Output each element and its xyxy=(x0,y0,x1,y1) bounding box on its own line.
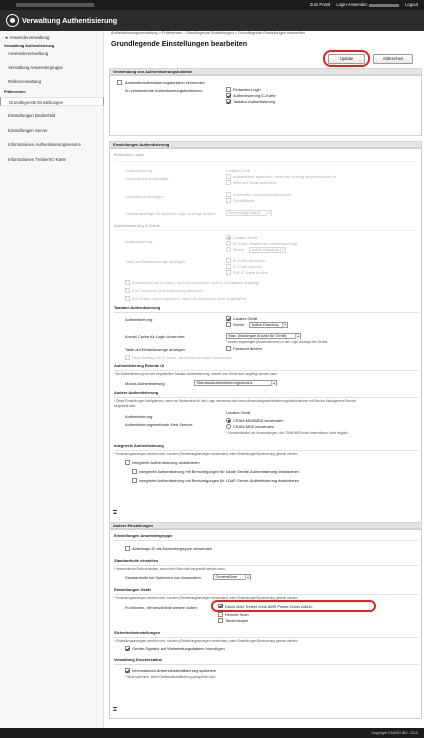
kb-local-checkbox[interactable] xyxy=(226,316,231,321)
divider xyxy=(114,312,418,313)
user-icon-label: Anwendersymbolanzeige: xyxy=(125,176,170,181)
store-user-id-checkbox[interactable] xyxy=(125,668,130,673)
ic-option-label-2: Erst Sicherheit-Authentisierung aktivieren xyxy=(132,288,204,293)
ic-registered-radio[interactable] xyxy=(226,241,231,246)
back-to-top-icon[interactable] xyxy=(112,510,117,515)
show-button-label: Schaltfläche anzeigen: xyxy=(125,194,165,199)
remote-scan-checkbox[interactable] xyxy=(218,612,223,617)
divider xyxy=(114,637,418,638)
divider xyxy=(114,161,418,162)
section-auth-settings xyxy=(109,148,422,534)
logout-link[interactable]: Logout xyxy=(405,2,418,8)
remote-ui-mode-value: Standardauthentisierungsmodus xyxy=(196,380,253,385)
device-settings-note: * Einstellungsanzeigen werden nicht, sondern (Einstellungsanzeigen verwenden) unter Einstellungen/Speicherung gesetzt werden. xyxy=(114,596,299,600)
divider xyxy=(114,594,418,595)
ic-buttons-label: Taste auf Einstellanzeige anzeigen: xyxy=(125,259,186,264)
sidebar-item-driver-ic-info[interactable]: Informationen Treiber/IC-Karte xyxy=(8,157,67,162)
cancel-button[interactable]: Abbrechen xyxy=(373,54,413,64)
ic-store-label: IC-Karte speichern xyxy=(233,258,266,263)
chevron-down-icon xyxy=(280,248,285,253)
integrated-local-checkbox[interactable] xyxy=(132,469,137,474)
dept-id-group-checkbox[interactable] xyxy=(125,546,130,551)
ic-option-checkbox-1[interactable] xyxy=(125,280,130,285)
divider xyxy=(114,397,418,398)
cram-md5-md5-label: CRAM-MD5/MD5 verwenden xyxy=(233,418,284,423)
divider xyxy=(114,540,418,541)
other-auth-heading: Andere Authentisierung xyxy=(114,390,159,395)
divider xyxy=(114,450,418,451)
cram-md5-md5-radio[interactable] xyxy=(226,418,231,423)
default-role-select[interactable] xyxy=(213,574,251,580)
ic-option-label-1: Authentisierung IC-Karte, auch ein Anwender nicht in Geräteliste angelegt xyxy=(132,280,260,285)
ic-store-checkbox[interactable] xyxy=(226,258,231,263)
device-signature-label: Geräte-Signatur auf Weiterleitungsdateien hinzufügen xyxy=(132,646,225,651)
user-icon-option-1: Authentisiert speichern, wenn der Auftrag abgeschlossen ist xyxy=(233,174,337,179)
portal-link[interactable]: Zum Portal xyxy=(309,2,331,8)
kb-ic-username-label: Nach Auftrag mit IC-Karte, als Anwendername verwenden xyxy=(132,355,232,360)
kb-buttons-label: Taste auf Einstellanzeige anzeigen: xyxy=(125,347,186,352)
app-title-bar xyxy=(0,10,424,31)
keyboard-auth-label: Tastatur-Authentisierung xyxy=(233,99,276,104)
printer-status-heading: Verwaltung Druckerstatus xyxy=(114,657,162,662)
user-icon-option-2: Wert auf Gerät speichern xyxy=(233,180,277,185)
ic-server-label: Server xyxy=(233,247,245,252)
divider xyxy=(114,230,418,231)
ic-card-heading: Authentisierung IC-Karte xyxy=(114,223,161,228)
use-user-auth-checkbox[interactable] xyxy=(117,80,122,85)
sidebar-item-roles[interactable]: Rollenverwaltung xyxy=(8,79,41,84)
ic-delete-label: IC-Karte löschen xyxy=(233,264,262,269)
restricted-functions-label: Funktionen, die beschränkt werden sollen: xyxy=(125,605,198,610)
integrated-disable-checkbox[interactable] xyxy=(125,460,130,465)
chevron-down-icon xyxy=(282,323,287,328)
other-auth-note-2: eingestellt sind. xyxy=(114,404,136,408)
driver-print-label: Druck über Treiber ohne AMS Printer Driver Add-in xyxy=(225,603,313,609)
default-role-note: * Verwendende Rolle einstellen, wenn eine Rolle nicht eingestellt werden kann. xyxy=(114,567,226,571)
ic-local-label: Lokales Gerät xyxy=(233,235,258,240)
top-links xyxy=(310,2,418,7)
kb-server-select[interactable] xyxy=(249,322,288,328)
remote-ui-mode-label: Modus Authentisierung: xyxy=(125,381,166,386)
simple-login-heading: Einfaches Login xyxy=(114,152,145,157)
show-button-option-1: Anwender mit Administratorrechte xyxy=(233,192,292,197)
chevron-down-icon xyxy=(266,211,271,216)
sidebar-section-prefs: Präferenzen xyxy=(4,90,26,94)
sidebar-item-basic-settings[interactable]: Grundlegende Einstellungen xyxy=(0,97,104,106)
app-title: Verwaltung Authentisierung xyxy=(22,16,118,25)
kb-change-password-checkbox[interactable] xyxy=(226,346,231,351)
ic-auth-label: Authentisierung: xyxy=(125,239,154,244)
default-role-label: Standardrolle bei Speichern von Anwendern: xyxy=(125,575,202,580)
ic-delete-checkbox[interactable] xyxy=(226,264,231,269)
kb-server-label: Server xyxy=(233,322,245,327)
device-signature-checkbox[interactable] xyxy=(125,646,130,651)
chevron-down-icon xyxy=(245,575,250,580)
sidebar-back-label: Anwenderverwaltung xyxy=(9,35,50,40)
simple-auth-value: Lokales Gerät xyxy=(226,168,251,173)
other-auth-label: Authentisierung: xyxy=(125,414,154,419)
ic-option-checkbox-2[interactable] xyxy=(125,288,130,293)
sidebar-section-auth: Verwaltung Authentisierung xyxy=(4,44,55,48)
default-role-value: GeneralUser xyxy=(215,574,238,579)
ic-pin-label: PIN IC-Karte ändern xyxy=(233,270,269,275)
dept-id-group-label: Abteilungs-ID als Anwendergruppe verwenden xyxy=(132,546,213,551)
section-other-settings-header: Andere Einstellungen xyxy=(109,522,422,529)
sidebar-item-user-groups[interactable]: Verwaltung Anwendergruppe xyxy=(8,65,63,70)
security-heading: Sicherheitseinstellungen xyxy=(114,630,161,635)
kb-server-value: Active Directory xyxy=(251,321,279,327)
login-user-name xyxy=(369,4,399,8)
web-service-note: * Kommunikation mit Verwendungen, die CRAM-MD5 nicht unterstützen, nicht möglich. xyxy=(226,431,349,435)
auth-functions-label: Zu verwendende Authentisierungsfunktionen: xyxy=(125,88,203,93)
sort-label: Standardanzeige für einfache Login-Anzeige ändern: xyxy=(125,211,217,216)
device-settings-heading: Einstellungen Gerät xyxy=(114,587,151,592)
cram-md5-radio[interactable] xyxy=(226,424,231,429)
remote-scan-label: Remote Scan xyxy=(225,612,249,617)
other-auth-value: Lokales Gerät xyxy=(226,410,251,415)
web-service-label: Authentisierungsmethode Web Service: xyxy=(125,422,194,427)
divider xyxy=(114,370,418,371)
integrated-local-label: Integrierte Authentisierung mit Berechtigungen für lokale Geräte-Authentisierung deaktivieren xyxy=(139,469,300,474)
footer xyxy=(0,728,424,738)
other-auth-note-1: * Diese Einstellungen konfigurieren, wenn ein Webservice für den Login verwendet oder wenn Anwendungsauthentisierungsinformationen mit Service Management Service xyxy=(114,399,356,403)
ic-server-value: Active Directory xyxy=(251,246,279,252)
sidebar-item-server-settings[interactable]: Einstellungen Server xyxy=(8,128,48,133)
kb-change-password-label: Passwort ändern xyxy=(233,346,263,351)
use-user-auth-label: Anwenderauthentisierungsfunktion verwenden xyxy=(125,80,205,85)
breadcrumb: Authentisierungsverwaltung > Präferenzen : Grundlegende Einstellungen > Grundlegende Einstellungen bearbeiten xyxy=(111,31,305,35)
store-user-id-label: Informationen Anwenderidentifizierung speichern xyxy=(132,668,217,673)
section-auth-settings-header: Einstellungen Authentisierung xyxy=(109,141,422,148)
sidebar-item-panel-settings[interactable]: Einstellungen Bedienfeld xyxy=(8,113,56,118)
simple-login-checkbox[interactable] xyxy=(226,87,231,92)
show-button-checkbox-2[interactable] xyxy=(226,198,231,203)
integrated-ldap-label: Integrierte Authentisierung mit Berechtigungen für LDAP-Server-Authentisierung deaktivieren xyxy=(139,478,300,483)
manufacturer-logo xyxy=(16,3,94,7)
remote-ui-mode-select[interactable] xyxy=(194,380,277,386)
chevron-down-icon xyxy=(271,381,276,386)
divider xyxy=(114,664,418,665)
keyboard-auth-heading: Tastatur-Authentisierung xyxy=(114,305,161,310)
security-note: * Einstellungsanzeigen werden nicht, sondern (Einstellungsanzeigen verwenden) unter Einstellungen/Speicherung gesetzt werden. xyxy=(114,639,299,643)
sidebar-item-auth-service-info[interactable]: Informationen Authentisierungsservice xyxy=(8,142,81,147)
ic-server-radio[interactable] xyxy=(226,247,231,252)
sidebar-back-link[interactable]: ◄ Anwenderverwaltung xyxy=(4,35,50,40)
sidebar xyxy=(0,31,104,728)
kb-cache-note: * Anzahl angezeigter (Anwendername) in der Login-Anzeige des Geräts xyxy=(226,340,328,344)
integrated-ldap-checkbox[interactable] xyxy=(132,478,137,483)
tandem-copy-checkbox[interactable] xyxy=(218,618,223,623)
app-logo-icon xyxy=(6,14,19,27)
section-auth-function-header: Verwendung von Authentisierungsfunktion xyxy=(109,68,422,75)
login-user xyxy=(336,2,399,7)
simple-login-label: Einfaches Login xyxy=(233,87,261,92)
update-button[interactable]: Update xyxy=(328,54,365,64)
chevron-down-icon xyxy=(295,334,300,339)
kb-ic-username-checkbox[interactable] xyxy=(125,355,130,360)
integrated-auth-note: * Einstellungsanzeigen werden nicht, sondern (Einstellungsanzeigen verwenden) unter Einstellungen/Speicherung gesetzt werden. xyxy=(114,452,299,456)
section-other-settings xyxy=(109,529,422,719)
kb-auth-label: Authentisierung: xyxy=(125,317,154,322)
divider xyxy=(114,565,418,566)
simple-auth-label: Authentisierung: xyxy=(125,168,154,173)
page-title: Grundlegende Einstellungen bearbeiten xyxy=(111,39,248,48)
section-auth-function xyxy=(109,75,422,136)
ic-card-auth-checkbox[interactable] xyxy=(226,93,231,98)
main-content xyxy=(104,31,424,728)
integrated-disable-label: Integrierte Authentisierung deaktivieren xyxy=(132,460,200,465)
login-user-label: Login-Anwender: xyxy=(336,2,369,8)
keyboard-auth-checkbox[interactable] xyxy=(226,99,231,104)
cram-md5-label: CRAM-MD5 verwenden xyxy=(233,424,275,429)
remote-ui-note: * Bei Authentisierung von der eingestellten Tastatur-Authentisierung, obwohl vom Gerät auch angelegt werden kann. xyxy=(114,372,278,376)
remote-ui-heading: Authentisierung Remote UI xyxy=(114,363,165,368)
default-role-heading: Standardrolle einstellen xyxy=(114,558,159,563)
ic-registered-label: IC-Karte (registrierte Authentisierung) xyxy=(233,241,298,246)
ic-pin-checkbox[interactable] xyxy=(226,270,231,275)
tandem-copy-label: Tandemkopie xyxy=(225,618,249,623)
ic-local-radio[interactable] xyxy=(226,235,231,240)
show-button-option-2: Schaltfläche xyxy=(233,198,255,203)
user-icon-checkbox-1[interactable] xyxy=(226,174,231,179)
show-button-checkbox-1[interactable] xyxy=(226,192,231,197)
kb-cache-value: Max. (Maximale Anzahl für Gerät) xyxy=(228,333,287,338)
kb-server-checkbox[interactable] xyxy=(226,322,231,327)
ic-card-auth-label: Authentisierung IC-Karte xyxy=(233,93,276,98)
copyright: Copyright CANON INC. 2015 xyxy=(371,731,418,735)
kb-cache-select[interactable] xyxy=(226,333,301,339)
sidebar-item-users[interactable]: Anwenderverwaltung xyxy=(8,51,49,56)
ic-server-select[interactable] xyxy=(249,247,286,253)
driver-print-checkbox[interactable] xyxy=(218,604,223,609)
user-icon-checkbox-2[interactable] xyxy=(226,180,231,185)
kb-local-label: Lokales Gerät xyxy=(233,316,258,321)
back-to-top-icon[interactable] xyxy=(112,707,117,712)
integrated-auth-heading: Integrierte Authentisierung xyxy=(114,443,164,448)
sort-select[interactable] xyxy=(226,210,272,216)
user-group-heading: Einstellungen Anwendergruppe xyxy=(114,533,173,538)
ic-option-label-3: Auf lokales Gerät speichern, wenn ein Anwender nicht angelegt ist xyxy=(132,296,247,301)
kb-cache-label: Anzahl Cache für Login-Anwender: xyxy=(125,334,186,339)
ic-option-checkbox-3[interactable] xyxy=(125,296,130,301)
top-bar xyxy=(0,0,424,10)
sort-value: Reihenfolge Name xyxy=(228,210,261,215)
store-user-id-note: * Nicht speichern, wenn Geräteauthentifizierung ausgeführt wird. xyxy=(125,675,217,679)
